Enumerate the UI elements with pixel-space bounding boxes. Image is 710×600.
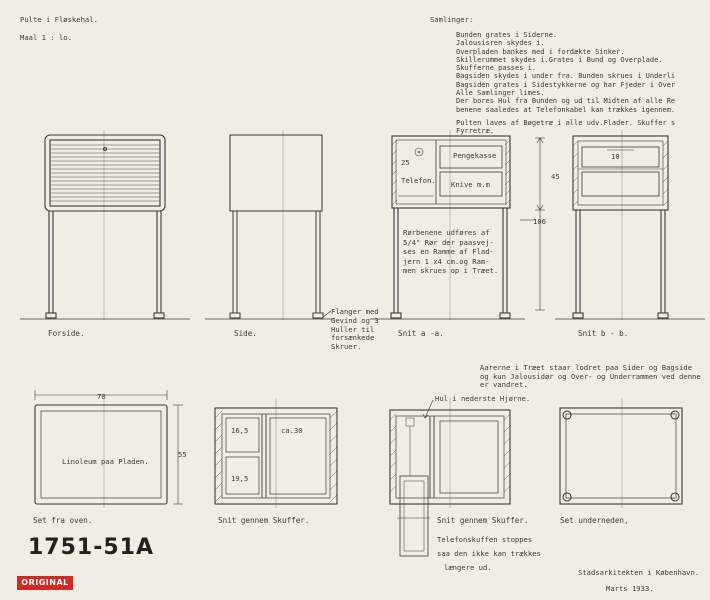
original-label: ORIGINAL xyxy=(17,576,73,590)
forside-view xyxy=(45,135,165,318)
caption-snit-a: Snit a -a. xyxy=(398,329,444,338)
dim-106: 106 xyxy=(533,217,546,226)
grain-note-line: Aarerne i Træet staar lodret paa Sider og Bagside xyxy=(480,363,693,372)
legs-note-line: ses en Ramme af Flad- xyxy=(403,247,494,256)
section-a-view xyxy=(391,136,545,318)
legs-note-line: jern 1 x4 cm.og Ram- xyxy=(403,256,490,266)
drawing-scale: Maal 1 : lo. xyxy=(20,33,72,42)
assembly-note: Der bores Hul fra Bunden og ud til Midten af alle Re xyxy=(456,97,676,106)
wood-note: Pulten laves af Bøgetræ i alle udv.Flader. Skuffer s xyxy=(456,118,676,127)
telephone-note-line: Telefonskuffen stoppes xyxy=(437,535,533,544)
label-knive: Knive m.m xyxy=(451,180,490,189)
dim-10: 10 xyxy=(611,152,620,161)
dim-16-5: 16,5 xyxy=(231,426,249,435)
flange-note xyxy=(331,308,379,352)
section-b-view xyxy=(573,136,668,318)
assembly-note: Bagsiden skydes i under fra. Bunden skrues i Underli xyxy=(456,72,676,81)
caption-snit-b: Snit b - b. xyxy=(578,329,629,338)
dim-25: 25 xyxy=(401,158,410,167)
flange-note-line: Gevind og 3 xyxy=(331,315,379,325)
legs-note-line: men skrues op i Træet. xyxy=(403,266,499,275)
grain-note xyxy=(480,364,701,390)
assembly-note: Bagsiden grates i Sidestykkerne og har Fjeder i Over xyxy=(456,80,676,89)
assembly-note: Overpladen bankes med i fordækte Sinker. xyxy=(456,47,625,56)
side-view xyxy=(230,135,323,318)
label-pengekasse: Pengekasse xyxy=(453,151,497,160)
signature-date: Marts 1933. xyxy=(606,584,654,593)
assembly-note: Jalousisren skydes i. xyxy=(456,39,545,48)
caption-side: Side. xyxy=(234,329,257,338)
dim-70: 70 xyxy=(97,392,106,401)
flange-note-line: forsænkede xyxy=(331,333,375,343)
drawing-title: Pulte i Fløskehal. xyxy=(20,15,98,24)
grain-note-line: er vandret. xyxy=(480,380,528,390)
grain-note-line: og kun Jalousidør og Over- og Underrammen ved denne xyxy=(480,371,701,381)
assembly-notes xyxy=(456,31,710,136)
dim-45: 45 xyxy=(551,172,560,181)
bottom-view xyxy=(560,408,682,504)
flange-note-line: Flanger med xyxy=(331,307,379,316)
telephone-note-line: saa den ikke kan trækkes xyxy=(437,549,541,558)
label-telefon: Telefon. xyxy=(401,176,436,185)
legs-note-line: 5/4" Rør der paasvej- xyxy=(403,237,494,247)
dim-55: 55 xyxy=(178,450,187,459)
telephone-note-line: længere ud. xyxy=(444,563,492,572)
assembly-note: Skillerummet skydes i.Grates i Bund og Overplade. xyxy=(456,55,663,64)
top-view xyxy=(35,390,183,504)
wood-note: Fyrretræ. xyxy=(456,127,494,136)
caption-forside: Forside. xyxy=(48,329,85,338)
legs-note-line: Rørbenene udføres af xyxy=(403,228,490,237)
label-linoleum: Linoleum paa Pladen. xyxy=(62,457,149,466)
legs-note xyxy=(403,228,498,276)
assembly-note: benene saaledes at Telefonkabel kan trækkes igennem. xyxy=(456,105,676,114)
assembly-title: Samlinger: xyxy=(430,15,474,24)
drawing-number: 1751-51A xyxy=(28,535,155,560)
assembly-note: Skufferne passes i. xyxy=(456,64,537,73)
assembly-note: Bunden grates i Siderne. xyxy=(456,31,558,39)
caption-set-fra-oven: Set fra oven. xyxy=(33,516,93,525)
assembly-note: Alle Samlinger limes. xyxy=(456,89,545,98)
label-hul: Hul i nederste Hjørne. xyxy=(435,394,531,403)
caption-snit-skuffer-1: Snit gennem Skuffer. xyxy=(218,516,310,525)
caption-set-underneden: Set underneden, xyxy=(560,516,629,525)
flange-note-line: Huller til xyxy=(331,324,375,334)
caption-snit-skuffer-2: Snit gennem Skuffer. xyxy=(437,516,529,525)
telephone-drawer-note xyxy=(437,533,541,575)
flange-note-line: Skruer. xyxy=(331,342,362,352)
dim-ca30: ca.30 xyxy=(281,426,303,435)
signature-office: Stadsarkitekten i København. xyxy=(578,568,700,577)
dim-19-5: 19,5 xyxy=(231,474,249,483)
